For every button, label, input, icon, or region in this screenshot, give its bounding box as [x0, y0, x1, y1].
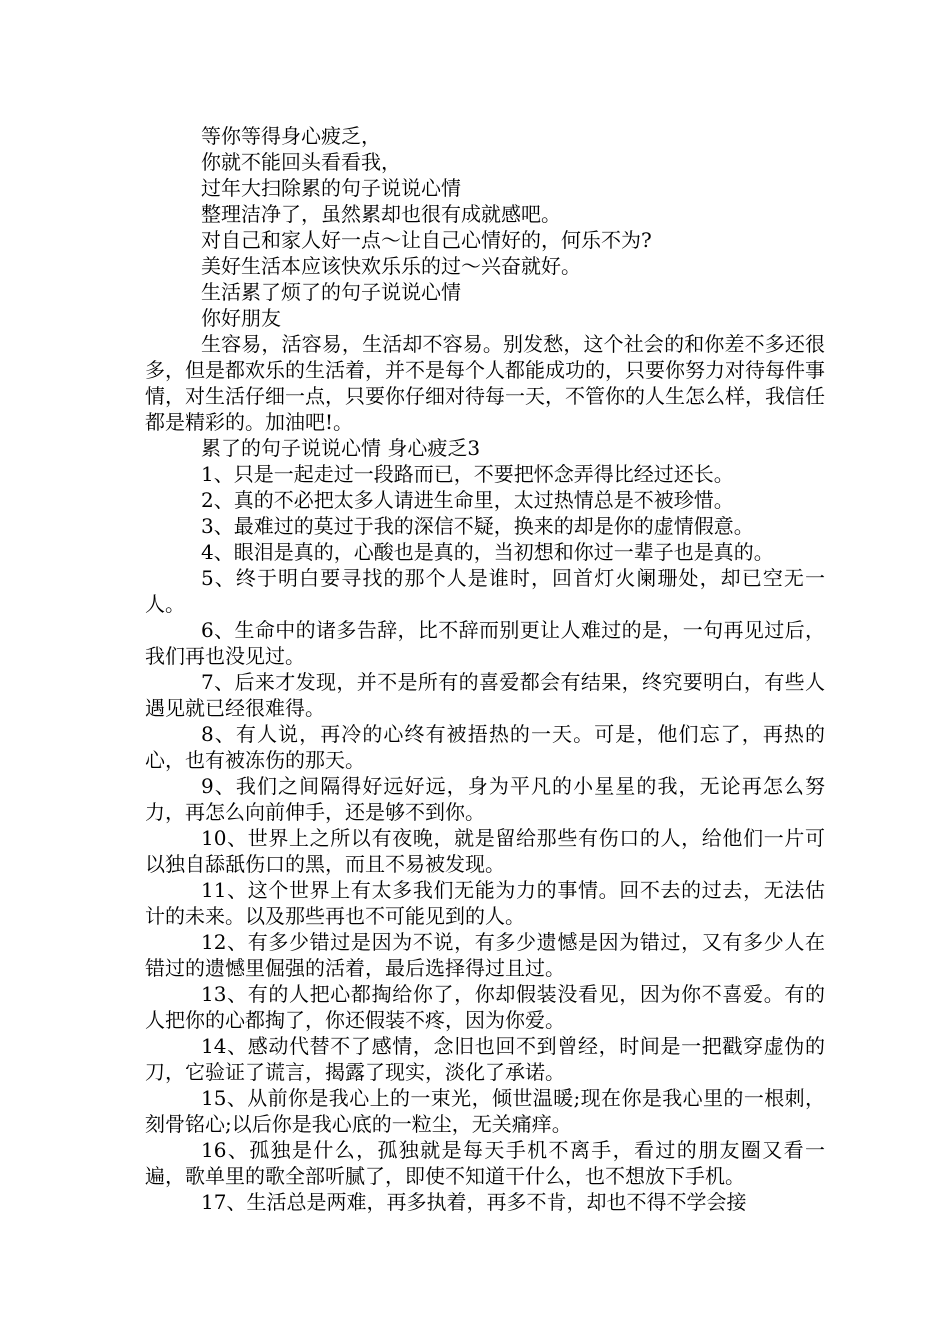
paragraph: 美好生活本应该快欢乐乐的过～兴奋就好。: [201, 254, 581, 278]
paragraph: 你就不能回头看看我，: [201, 150, 401, 174]
document-body: [145, 123, 825, 1215]
list-item: 3、最难过的莫过于我的深信不疑，换来的却是你的虚情假意。: [201, 514, 754, 538]
paragraph: 生活累了烦了的句子说说心情: [201, 280, 461, 304]
list-item: 5、终于明白要寻找的那个人是谁时，回首灯火阑珊处，却已空无一人。: [145, 566, 825, 616]
list-item: 14、感动代替不了感情，念旧也回不到曾经，时间是一把戳穿虚伪的刀，它验证了谎言，揭露了现实，淡化了承诺。: [145, 1034, 825, 1084]
paragraph: 对自己和家人好一点～让自己心情好的，何乐不为?: [201, 228, 652, 252]
paragraph: 等你等得身心疲乏，: [201, 124, 381, 148]
section-heading: 累了的句子说说心情 身心疲乏3: [201, 436, 481, 460]
list-item: 4、眼泪是真的，心酸也是真的，当初想和你过一辈子也是真的。: [201, 540, 774, 564]
list-item: 8、有人说，再冷的心终有被捂热的一天。可是，他们忘了，再热的心，也有被冻伤的那天。: [145, 722, 825, 772]
list-item: 16、孤独是什么，孤独就是每天手机不离手，看过的朋友圈又看一遍，歌单里的歌全部听腻了，即使不知道干什么，也不想放下手机。: [145, 1138, 825, 1188]
list-item: 9、我们之间隔得好远好远，身为平凡的小星星的我，无论再怎么努力，再怎么向前伸手，还是够不到你。: [145, 774, 825, 824]
list-item: 2、真的不必把太多人请进生命里，太过热情总是不被珍惜。: [201, 488, 734, 512]
paragraph: 整理洁净了，虽然累却也很有成就感吧。: [201, 202, 561, 226]
list-item: 15、从前你是我心上的一束光，倾世温暖;现在你是我心里的一根刺，刻骨铭心;以后你是我心底的一粒尘，无关痛痒。: [145, 1086, 825, 1136]
list-item: 7、后来才发现，并不是所有的喜爱都会有结果，终究要明白，有些人遇见就已经很难得。: [145, 670, 825, 720]
list-item: 13、有的人把心都掏给你了，你却假装没看见，因为你不喜爱。有的人把你的心都掏了，你还假装不疼，因为你爱。: [145, 982, 825, 1032]
paragraph: 生容易，活容易，生活却不容易。别发愁，这个社会的和你差不多还很多，但是都欢乐的生活着，并不是每个人都能成功的，只要你努力对待每件事情，对生活仔细一点，只要你仔细对待每一天，不管你的人生怎么样，我信任都是精彩的。加油吧!。: [145, 332, 825, 434]
list-item: 1、只是一起走过一段路而已，不要把怀念弄得比经过还长。: [201, 462, 734, 486]
list-item: 17、生活总是两难，再多执着，再多不肯，却也不得不学会接: [201, 1190, 747, 1214]
list-item: 6、生命中的诸多告辞，比不辞而别更让人难过的是，一句再见过后，我们再也没见过。: [145, 618, 825, 668]
paragraph: 你好朋友: [201, 306, 281, 330]
list-item: 10、世界上之所以有夜晚，就是留给那些有伤口的人，给他们一片可以独自舔舐伤口的黑，而且不易被发现。: [145, 826, 825, 876]
list-item: 12、有多少错过是因为不说，有多少遗憾是因为错过，又有多少人在错过的遗憾里倔强的活着，最后选择得过且过。: [145, 930, 825, 980]
paragraph: 过年大扫除累的句子说说心情: [201, 176, 461, 200]
list-item: 11、这个世界上有太多我们无能为力的事情。回不去的过去，无法估计的未来。以及那些再也不可能见到的人。: [145, 878, 825, 928]
